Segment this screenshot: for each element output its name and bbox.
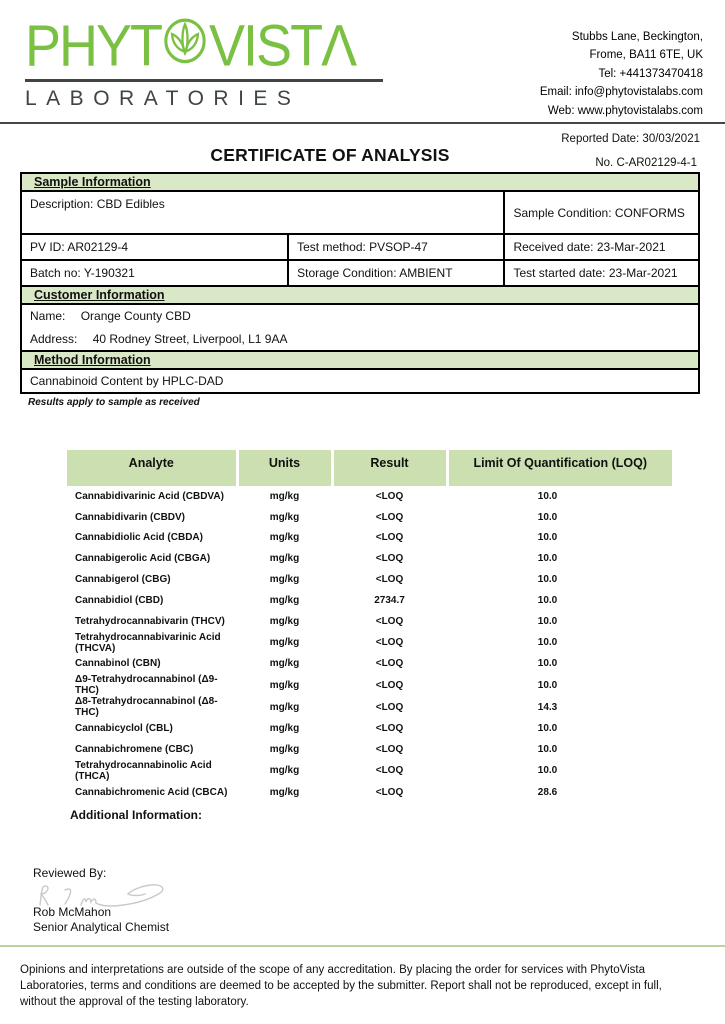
results-cell-analyte: Cannabidiolic Acid (CBDA) xyxy=(75,532,203,544)
row-description xyxy=(21,191,699,234)
results-cell-result: <LOQ xyxy=(375,701,404,713)
results-row xyxy=(67,674,672,696)
address-line-web: Web: www.phytovistalabs.com xyxy=(547,104,703,117)
results-cell-units: mg/kg xyxy=(269,765,300,777)
row-batch xyxy=(21,260,699,286)
results-cell-result: 2734.7 xyxy=(374,594,405,606)
results-cell-units: mg/kg xyxy=(269,553,300,565)
results-cell-loq: 10.0 xyxy=(537,594,558,606)
results-cell-result: <LOQ xyxy=(375,511,404,523)
footer-divider xyxy=(0,945,725,947)
results-row xyxy=(67,611,672,632)
results-cell-analyte: Tetrahydrocannabinolic Acid (THCA) xyxy=(75,759,212,782)
results-row xyxy=(67,548,672,569)
results-note: Results apply to sample as received xyxy=(28,397,200,408)
results-cell-analyte: Cannabidivarinic Acid (CBDVA) xyxy=(75,490,224,502)
results-cell-loq: 28.6 xyxy=(537,786,558,798)
results-cell-loq: 10.0 xyxy=(537,615,558,627)
results-cell-result: <LOQ xyxy=(375,553,404,565)
logo-text-part1: PHYT xyxy=(25,13,162,79)
results-row xyxy=(67,696,672,718)
results-cell-units: mg/kg xyxy=(269,615,300,627)
results-cell-result: <LOQ xyxy=(375,658,404,670)
results-cell-result: <LOQ xyxy=(375,765,404,777)
test-started-date: Test started date: 23-Mar-2021 xyxy=(504,260,699,286)
lab-address-block xyxy=(540,16,703,120)
customer-address-label: Address: xyxy=(30,332,78,346)
column-header-loq: Limit Of Quantification (LOQ) xyxy=(447,450,672,486)
results-cell-loq: 10.0 xyxy=(537,532,558,544)
results-table xyxy=(67,450,672,803)
results-cell-loq: 10.0 xyxy=(537,765,558,777)
results-cell-result: <LOQ xyxy=(375,615,404,627)
logo-text-part3: Λ xyxy=(321,13,356,79)
logo-wordmark xyxy=(25,13,390,79)
customer-name: Orange County CBD xyxy=(80,309,191,323)
results-row xyxy=(67,782,672,803)
results-cell-units: mg/kg xyxy=(269,594,300,606)
results-cell-loq: 10.0 xyxy=(537,723,558,735)
results-cell-units: mg/kg xyxy=(269,744,300,756)
results-cell-loq: 14.3 xyxy=(537,701,558,713)
results-row xyxy=(67,507,672,528)
results-row xyxy=(67,590,672,611)
row-pv-id xyxy=(21,234,699,260)
results-cell-units: mg/kg xyxy=(269,637,300,649)
results-cell-loq: 10.0 xyxy=(537,637,558,649)
test-method: Test method: PVSOP-47 xyxy=(288,234,504,260)
signer-title: Senior Analytical Chemist xyxy=(33,920,170,934)
address-line-email: Email: info@phytovistalabs.com xyxy=(539,86,703,99)
results-row xyxy=(67,718,672,739)
results-row xyxy=(67,486,672,507)
column-header-analyte: Analyte xyxy=(67,450,237,486)
results-cell-result: <LOQ xyxy=(375,786,404,798)
reported-date: Reported Date: 30/03/2021 xyxy=(561,133,700,145)
header xyxy=(25,13,703,120)
signer-name: Rob McMahon xyxy=(33,905,112,919)
results-cell-loq: 10.0 xyxy=(537,553,558,565)
row-method xyxy=(21,369,699,393)
section-row-method xyxy=(21,351,699,369)
results-table-head xyxy=(67,450,672,486)
address-line: Frome, BA11 6TE, UK xyxy=(589,49,703,62)
sample-condition: Sample Condition: CONFORMS xyxy=(504,191,699,234)
column-header-result: Result xyxy=(332,450,447,486)
section-title-sample-information: Sample Information xyxy=(21,173,699,191)
results-cell-result: <LOQ xyxy=(375,679,404,691)
results-cell-analyte: Cannabinol (CBN) xyxy=(75,658,161,670)
method-description: Cannabinoid Content by HPLC-DAD xyxy=(21,369,699,393)
customer-details xyxy=(21,304,699,351)
results-cell-loq: 10.0 xyxy=(537,511,558,523)
results-row xyxy=(67,739,672,760)
results-table-body xyxy=(67,486,672,803)
results-row xyxy=(67,528,672,549)
results-cell-result: <LOQ xyxy=(375,744,404,756)
logo-text-part2: VIST xyxy=(209,13,322,79)
certificate-number: No. C-AR02129-4-1 xyxy=(595,157,697,169)
results-cell-units: mg/kg xyxy=(269,490,300,502)
results-cell-loq: 10.0 xyxy=(537,744,558,756)
results-cell-units: mg/kg xyxy=(269,658,300,670)
results-cell-units: mg/kg xyxy=(269,679,300,691)
results-row xyxy=(67,632,672,654)
address-line: Stubbs Lane, Beckington, xyxy=(571,31,703,43)
results-cell-loq: 10.0 xyxy=(537,574,558,586)
section-row-sample xyxy=(21,173,699,191)
results-cell-loq: 10.0 xyxy=(537,658,558,670)
address-line-tel: Tel: +441373470418 xyxy=(598,67,703,80)
results-cell-loq: 10.0 xyxy=(537,679,558,691)
results-row xyxy=(67,760,672,782)
results-cell-units: mg/kg xyxy=(269,574,300,586)
results-cell-units: mg/kg xyxy=(269,723,300,735)
results-cell-analyte: Cannabidivarin (CBDV) xyxy=(75,511,186,523)
results-cell-result: <LOQ xyxy=(375,574,404,586)
results-cell-units: mg/kg xyxy=(269,511,300,523)
results-cell-result: <LOQ xyxy=(375,490,404,502)
received-date: Received date: 23-Mar-2021 xyxy=(504,234,699,260)
customer-address: 40 Rodney Street, Liverpool, L1 9AA xyxy=(92,332,288,346)
storage-condition: Storage Condition: AMBIENT xyxy=(288,260,504,286)
results-cell-loq: 10.0 xyxy=(537,490,558,502)
results-cell-analyte: Δ9-Tetrahydrocannabinol (Δ9-THC) xyxy=(75,674,218,697)
customer-name-line xyxy=(30,309,690,323)
logo-subtitle: LABORATORIES xyxy=(25,79,383,111)
column-header-units: Units xyxy=(237,450,332,486)
results-cell-analyte: Tetrahydrocannabivarin (THCV) xyxy=(75,615,225,627)
sample-description: Description: CBD Edibles xyxy=(21,191,504,234)
pv-id: PV ID: AR02129-4 xyxy=(21,234,288,260)
page-title: CERTIFICATE OF ANALYSIS xyxy=(210,145,450,165)
results-cell-analyte: Cannabidiol (CBD) xyxy=(75,594,164,606)
section-row-customer xyxy=(21,286,699,304)
section-title-method-information: Method Information xyxy=(21,351,699,369)
results-cell-analyte: Δ8-Tetrahydrocannabinol (Δ8-THC) xyxy=(75,696,218,719)
results-header-row xyxy=(67,450,672,486)
additional-information-label: Additional Information: xyxy=(70,808,202,822)
results-cell-units: mg/kg xyxy=(269,701,300,713)
results-row xyxy=(67,569,672,590)
results-cell-result: <LOQ xyxy=(375,637,404,649)
reviewed-by-label: Reviewed By: xyxy=(33,866,107,880)
results-cell-analyte: Cannabigerol (CBG) xyxy=(75,574,171,586)
results-cell-result: <LOQ xyxy=(375,723,404,735)
row-customer xyxy=(21,304,699,351)
results-row xyxy=(67,654,672,675)
header-divider xyxy=(0,122,725,124)
info-table xyxy=(20,172,700,394)
results-cell-analyte: Cannabichromene (CBC) xyxy=(75,744,194,756)
customer-name-label: Name: xyxy=(30,309,66,323)
batch-no: Batch no: Y-190321 xyxy=(21,260,288,286)
disclaimer-text: Opinions and interpretations are outside of the scope of any accreditation. By placing the order for services with PhytoVista Laboratories, terms and conditions are deemed to be accepted by the submitter. Report shall not be reproduced, except in full, without the approval of the testing laboratory. xyxy=(20,964,662,1009)
results-cell-analyte: Cannabigerolic Acid (CBGA) xyxy=(75,553,211,565)
results-cell-units: mg/kg xyxy=(269,786,300,798)
customer-address-line xyxy=(30,332,690,346)
results-cell-units: mg/kg xyxy=(269,532,300,544)
results-cell-analyte: Cannabicyclol (CBL) xyxy=(75,723,173,735)
results-cell-result: <LOQ xyxy=(375,532,404,544)
results-cell-analyte: Cannabichromenic Acid (CBCA) xyxy=(75,786,228,798)
results-cell-analyte: Tetrahydrocannabivarinic Acid (THCVA) xyxy=(75,631,221,654)
leaf-in-circle-icon xyxy=(162,16,208,75)
section-title-customer-information: Customer Information xyxy=(21,286,699,304)
phytovista-logo xyxy=(25,13,390,120)
